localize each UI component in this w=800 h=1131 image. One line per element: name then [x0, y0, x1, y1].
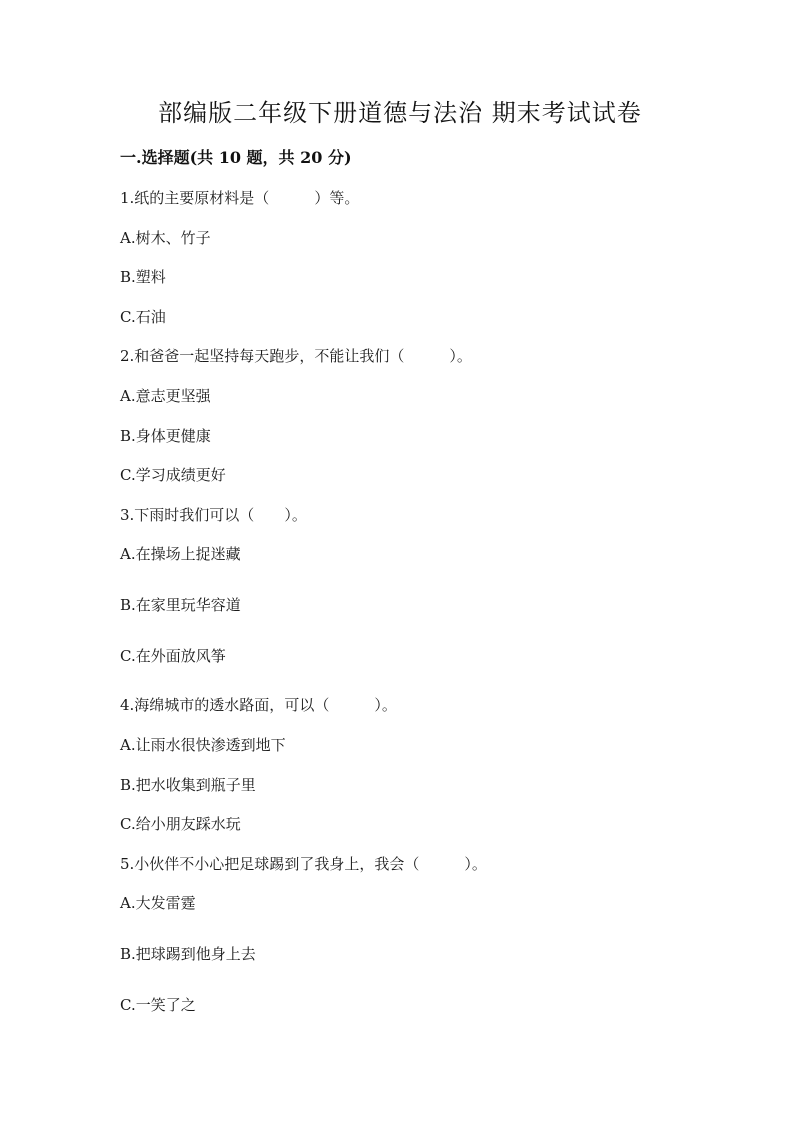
answer-option: A.树木、竹子 — [120, 229, 211, 247]
page-title: 部编版二年级下册道德与法治 期末考试试卷 — [158, 99, 642, 127]
question-stem: 4.海绵城市的透水路面，可以（ ）。 — [120, 696, 397, 714]
answer-option: B.把水收集到瓶子里 — [120, 776, 256, 794]
section-heading: 一.选择题(共 10 题，共 20 分) — [120, 148, 352, 167]
answer-option: C.给小朋友踩水玩 — [120, 815, 241, 833]
answer-option: A.让雨水很快渗透到地下 — [120, 736, 286, 754]
answer-option: C.在外面放风筝 — [120, 647, 226, 665]
answer-option: A.在操场上捉迷藏 — [120, 545, 241, 563]
answer-option: C.石油 — [120, 308, 166, 326]
answer-option: C.学习成绩更好 — [120, 466, 226, 484]
answer-option: A.意志更坚强 — [120, 387, 211, 405]
question-stem: 5.小伙伴不小心把足球踢到了我身上，我会（ ）。 — [120, 855, 487, 873]
answer-option: B.塑料 — [120, 268, 166, 286]
answer-option: B.在家里玩华容道 — [120, 596, 241, 614]
answer-option: A.大发雷霆 — [120, 894, 196, 912]
question-stem: 2.和爸爸一起坚持每天跑步，不能让我们（ ）。 — [120, 347, 472, 365]
answer-option: B.把球踢到他身上去 — [120, 945, 256, 963]
answer-option: C.一笑了之 — [120, 996, 196, 1014]
question-stem: 3.下雨时我们可以（ ）。 — [120, 506, 307, 524]
answer-option: B.身体更健康 — [120, 427, 211, 445]
question-stem: 1.纸的主要原材料是（ ）等。 — [120, 189, 360, 207]
